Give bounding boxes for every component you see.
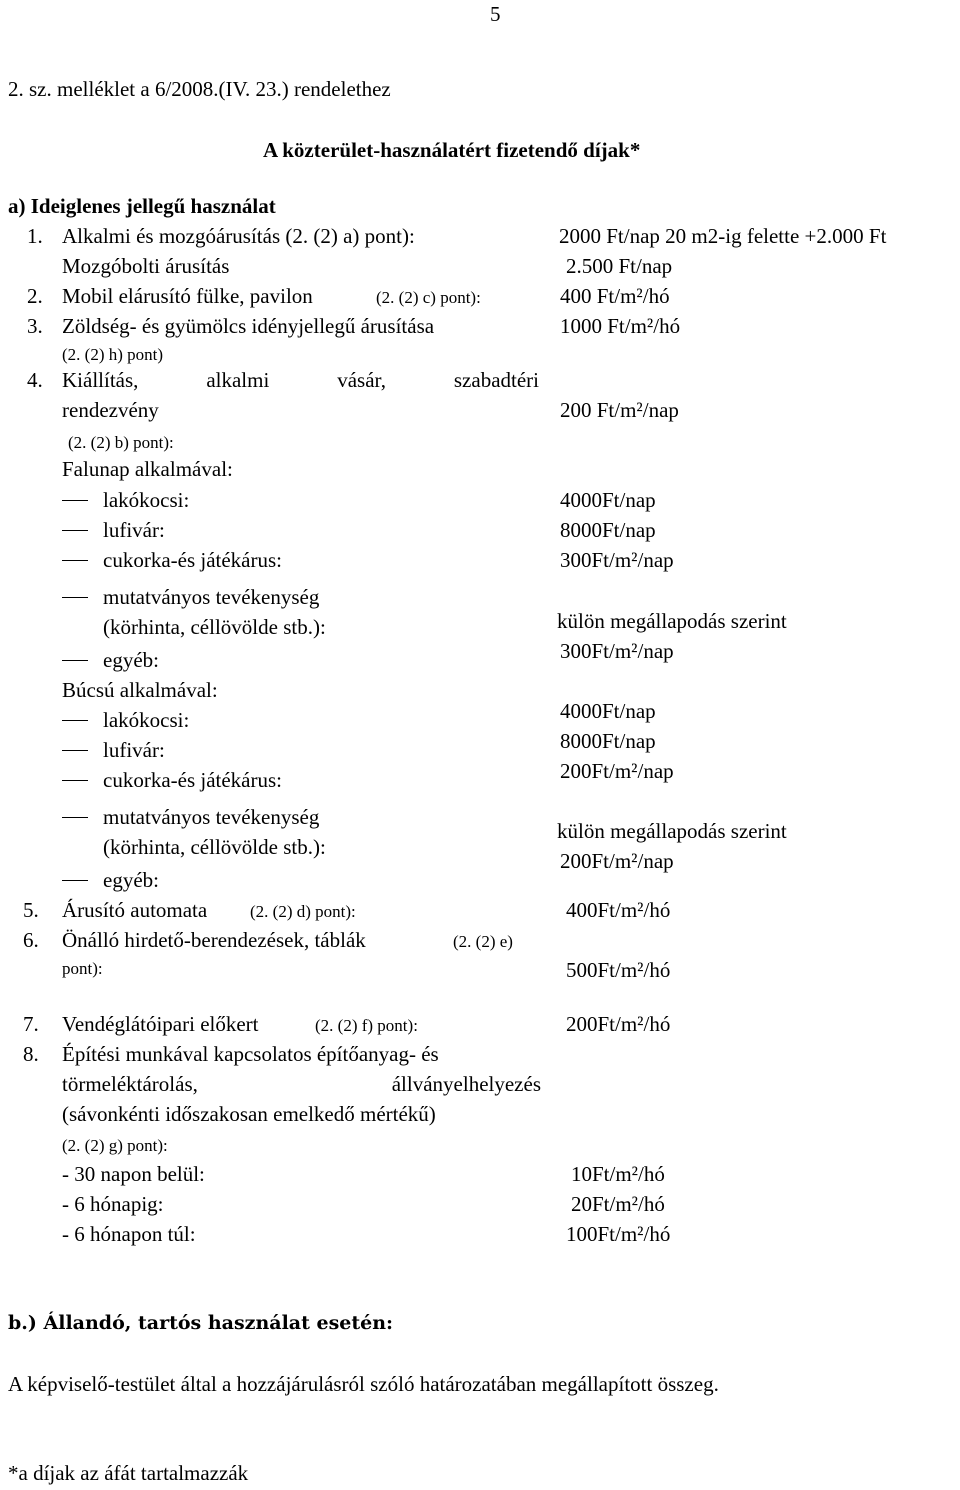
dash-bullet bbox=[62, 817, 88, 818]
dash-bullet bbox=[62, 597, 88, 598]
item-8-row-text: - 30 napon belül: bbox=[62, 1162, 205, 1186]
dash-bullet bbox=[62, 750, 88, 751]
falunap-cukorka-text: cukorka-és játékárus: bbox=[103, 548, 283, 572]
falunap-lakokocsi-value: 4000Ft/nap bbox=[560, 488, 656, 512]
item-8-number: 8. bbox=[23, 1042, 39, 1066]
bucsu-egyeb-text: egyéb: bbox=[103, 868, 159, 892]
header-reference: 2. sz. melléklet a 6/2008.(IV. 23.) rendelethez bbox=[8, 77, 391, 101]
dash-bullet bbox=[62, 660, 88, 661]
item-7-reference: (2. (2) f) pont): bbox=[315, 1016, 418, 1035]
item-8-text-line2: törmeléktárolás, állványelhelyezés bbox=[62, 1072, 541, 1096]
falunap-egyeb-text: egyéb: bbox=[103, 648, 159, 672]
item-2-value: 400 Ft/m²/hó bbox=[560, 284, 670, 308]
falunap-lufivar-value: 8000Ft/nap bbox=[560, 518, 656, 542]
item-5-text: Árusító automata bbox=[62, 898, 208, 922]
bucsu-mutatvanyos-line2: (körhinta, céllövölde stb.): bbox=[103, 835, 326, 859]
item-8-row-value: 100Ft/m²/hó bbox=[566, 1222, 671, 1246]
dash-bullet bbox=[62, 530, 88, 531]
item-6-value: 500Ft/m²/hó bbox=[566, 958, 671, 982]
falunap-mutatvanyos-line2: (körhinta, céllövölde stb.): bbox=[103, 615, 326, 639]
item-4-text-line2: rendezvény bbox=[62, 398, 159, 422]
item-3-text: Zöldség- és gyümölcs idényjellegű árusítása bbox=[62, 314, 435, 338]
dash-bullet bbox=[62, 560, 88, 561]
item-4-text-line1: Kiállítás, alkalmi vásár, szabadtéri bbox=[62, 368, 539, 392]
bucsu-cukorka-value: 200Ft/m²/nap bbox=[560, 759, 674, 783]
item-2-number: 2. bbox=[27, 284, 43, 308]
item-3-reference: (2. (2) h) pont) bbox=[62, 345, 164, 364]
section-a-heading: a) Ideiglenes jellegű használat bbox=[8, 194, 276, 218]
bucsu-heading: Búcsú alkalmával: bbox=[62, 678, 218, 702]
item-6-text: Önálló hirdető-berendezések, táblák bbox=[62, 928, 366, 952]
item-7-number: 7. bbox=[23, 1012, 39, 1036]
item-4-reference: (2. (2) b) pont): bbox=[68, 433, 174, 452]
item-3-value: 1000 Ft/m²/hó bbox=[560, 314, 681, 338]
bucsu-cukorka-text: cukorka-és játékárus: bbox=[103, 768, 283, 792]
bucsu-mutatvanyos-line1: mutatványos tevékenység bbox=[103, 805, 320, 829]
item-8-row-value: 10Ft/m²/hó bbox=[571, 1162, 665, 1186]
section-b-text: A képviselő-testület által a hozzájárulásról szóló határozatában megállapított összeg. bbox=[8, 1372, 719, 1396]
falunap-lakokocsi-text: lakókocsi: bbox=[103, 488, 190, 512]
falunap-heading: Falunap alkalmával: bbox=[62, 457, 233, 481]
item-1-text: Alkalmi és mozgóárusítás (2. (2) a) pont): bbox=[62, 224, 415, 248]
item-1-value: 2000 Ft/nap 20 m2-ig felette +2.000 Ft bbox=[559, 224, 887, 248]
dash-bullet bbox=[62, 880, 88, 881]
item-8-row-text: - 6 hónapon túl: bbox=[62, 1222, 196, 1246]
item-6-number: 6. bbox=[23, 928, 39, 952]
item-1-number: 1. bbox=[27, 224, 43, 248]
item-2-reference: (2. (2) c) pont): bbox=[376, 288, 481, 307]
falunap-cukorka-value: 300Ft/m²/nap bbox=[560, 548, 674, 572]
falunap-mutatvanyos-line1: mutatványos tevékenység bbox=[103, 585, 320, 609]
mozgobolti-text: Mozgóbolti árusítás bbox=[62, 254, 230, 278]
page-number: 5 bbox=[490, 2, 501, 26]
falunap-lufivar-text: lufivár: bbox=[103, 518, 165, 542]
falunap-mutatvanyos-value: külön megállapodás szerint bbox=[557, 609, 787, 633]
falunap-egyeb-value: 300Ft/m²/nap bbox=[560, 639, 674, 663]
dash-bullet bbox=[62, 720, 88, 721]
item-7-value: 200Ft/m²/hó bbox=[566, 1012, 671, 1036]
bucsu-lakokocsi-value: 4000Ft/nap bbox=[560, 699, 656, 723]
item-8-row-text: - 6 hónapig: bbox=[62, 1192, 164, 1216]
item-2-text: Mobil elárusító fülke, pavilon bbox=[62, 284, 313, 308]
item-6-reference: (2. (2) e) bbox=[453, 932, 513, 951]
bucsu-egyeb-value: 200Ft/m²/nap bbox=[560, 849, 674, 873]
item-4-number: 4. bbox=[27, 368, 43, 392]
page-title: A közterület-használatért fizetendő díjak* bbox=[263, 138, 641, 162]
item-8-reference: (2. (2) g) pont): bbox=[62, 1136, 168, 1155]
item-8-text-line3: (sávonkénti időszakosan emelkedő mértékű) bbox=[62, 1102, 436, 1126]
item-8-row-value: 20Ft/m²/hó bbox=[571, 1192, 665, 1216]
bucsu-mutatvanyos-value: külön megállapodás szerint bbox=[557, 819, 787, 843]
item-5-reference: (2. (2) d) pont): bbox=[250, 902, 356, 921]
item-6-reference-cont: pont): bbox=[62, 959, 103, 978]
section-b-heading: b.) Állandó, tartós használat esetén: bbox=[8, 1312, 394, 1334]
bucsu-lufivar-text: lufivár: bbox=[103, 738, 165, 762]
item-7-text: Vendéglátóipari előkert bbox=[62, 1012, 259, 1036]
dash-bullet bbox=[62, 780, 88, 781]
item-5-number: 5. bbox=[23, 898, 39, 922]
mozgobolti-value: 2.500 Ft/nap bbox=[566, 254, 673, 278]
bucsu-lufivar-value: 8000Ft/nap bbox=[560, 729, 656, 753]
item-8-text-line1: Építési munkával kapcsolatos építőanyag- és bbox=[62, 1042, 439, 1066]
item-3-number: 3. bbox=[27, 314, 43, 338]
item-5-value: 400Ft/m²/hó bbox=[566, 898, 671, 922]
item-4-value: 200 Ft/m²/nap bbox=[560, 398, 679, 422]
footnote: *a díjak az áfát tartalmazzák bbox=[8, 1461, 249, 1485]
bucsu-lakokocsi-text: lakókocsi: bbox=[103, 708, 190, 732]
dash-bullet bbox=[62, 500, 88, 501]
